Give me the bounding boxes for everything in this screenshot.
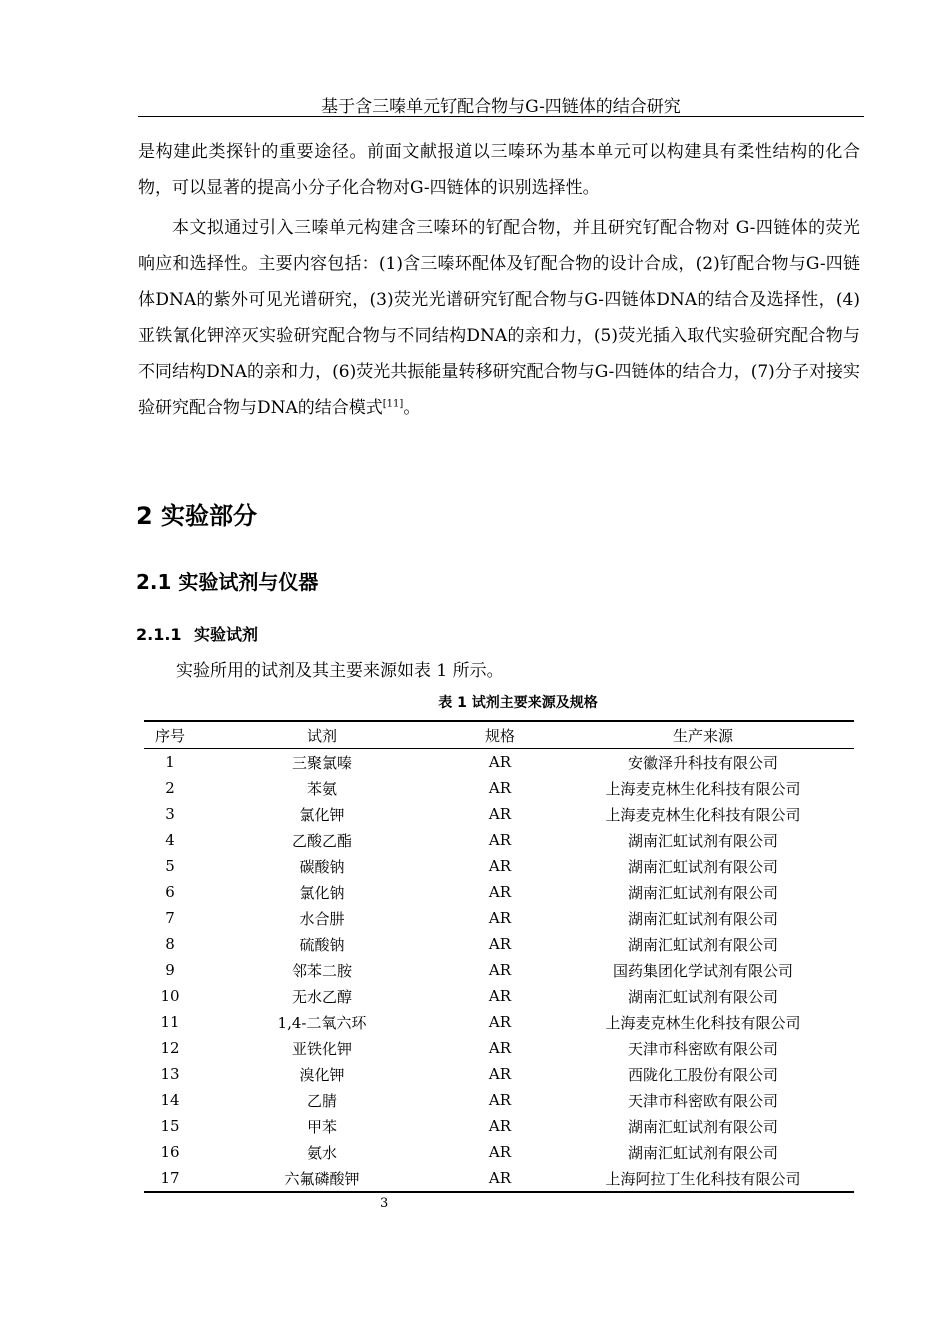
cell-no: 9: [165, 961, 175, 979]
cell-reagent: 邻苯二胺: [291, 961, 352, 980]
header-reagent: 试剂: [306, 726, 337, 745]
cell-reagent: 乙酸乙酯: [291, 831, 352, 850]
cell-source: 天津市科密欧有限公司: [627, 1039, 778, 1058]
table-caption: 表 1 试剂主要来源及规格: [438, 695, 598, 711]
table-row: [144, 905, 854, 931]
subsubsection-heading: [136, 622, 258, 645]
table-row: [144, 1035, 854, 1061]
paragraph-2-text: 本文拟通过引入三嗪单元构建含三嗪环的钌配合物，并且研究钌配合物对 G-四链体的荧光响应和选择性。主要内容包括：(1)含三嗪环配体及钌配合物的设计合成，(2)钌配合物与G-四链体DNA的紫外可见光谱研究，(3)荧光光谱研究钌配合物与G-四链体DNA的结合及选择性，(4)亚铁氰化钾淬灭实验研究配合物与不同结构DNA的亲和力，(5)荧光插入取代实验研究配合物与不同结构DNA的亲和力，(6)荧光共振能量转移研究配合物与G-四链体的结合力，(7)分子对接实验研究配合物与DNA的结合模式: [138, 218, 860, 418]
table-row: [144, 1061, 854, 1087]
table-row: [144, 801, 854, 827]
table-row: [144, 827, 854, 853]
cell-reagent: 氨水: [306, 1143, 337, 1162]
reagents-table: [144, 720, 854, 1193]
cell-reagent: 六氟磷酸钾: [284, 1169, 360, 1188]
cell-no: 14: [160, 1091, 180, 1109]
cell-spec: AR: [488, 753, 512, 771]
cell-spec: AR: [488, 1117, 512, 1135]
cell-source: 湖南汇虹试剂有限公司: [627, 883, 778, 902]
section-heading: 2 实验部分: [136, 502, 258, 530]
cell-no: 6: [165, 883, 175, 901]
table-row: [144, 879, 854, 905]
cell-no: 16: [160, 1143, 180, 1161]
cell-source: 湖南汇虹试剂有限公司: [627, 831, 778, 850]
cell-reagent: 氯化钾: [299, 805, 345, 824]
cell-no: 17: [160, 1169, 180, 1187]
cell-reagent: 水合肼: [299, 909, 345, 928]
cell-source: 湖南汇虹试剂有限公司: [627, 909, 778, 928]
cell-source: 国药集团化学试剂有限公司: [612, 961, 793, 980]
cell-no: 11: [160, 1013, 180, 1031]
cell-spec: AR: [488, 1091, 512, 1109]
paragraph-1: 是构建此类探针的重要途径。前面文献报道以三嗪环为基本单元可以构建具有柔性结构的化合物，可以显著的提高小分子化合物对G-四链体的识别选择性。: [138, 142, 860, 198]
table-row: [144, 1165, 854, 1192]
cell-no: 1: [165, 753, 175, 771]
cell-source: 湖南汇虹试剂有限公司: [627, 1117, 778, 1136]
cell-source: 湖南汇虹试剂有限公司: [627, 935, 778, 954]
cell-reagent: 苯氨: [306, 779, 337, 798]
cell-reagent: 1,4-二氧六环: [277, 1013, 367, 1032]
cell-reagent: 碳酸钠: [299, 857, 345, 876]
cell-spec: AR: [488, 857, 512, 875]
cell-no: 8: [165, 935, 175, 953]
cell-no: 13: [160, 1065, 180, 1083]
cell-no: 10: [160, 987, 180, 1005]
cell-source: 上海麦克林生化科技有限公司: [605, 779, 801, 798]
running-header-title: 基于含三嗪单元钌配合物与G-四链体的结合研究: [321, 97, 681, 117]
cell-no: 12: [160, 1039, 180, 1057]
cell-no: 15: [160, 1117, 180, 1135]
reagents-table-body: [144, 749, 854, 1193]
table-row: [144, 957, 854, 983]
cell-source: 上海麦克林生化科技有限公司: [605, 805, 801, 824]
cell-no: 3: [165, 805, 175, 823]
subsection-heading: 2.1 实验试剂与仪器: [136, 570, 319, 594]
table-row: [144, 931, 854, 957]
cell-reagent: 三聚氯嗪: [291, 753, 352, 772]
cell-spec: AR: [488, 935, 512, 953]
table-row: [144, 1009, 854, 1035]
cell-no: 4: [165, 831, 175, 849]
cell-reagent: 溴化钾: [299, 1065, 345, 1084]
cell-spec: AR: [488, 831, 512, 849]
cell-spec: AR: [488, 883, 512, 901]
paragraph-2-end: 。: [403, 398, 421, 418]
table-row: [144, 1113, 854, 1139]
header-source: 生产来源: [672, 726, 733, 745]
subsubsection-number: 2.1.1: [136, 625, 182, 644]
cell-spec: AR: [488, 909, 512, 927]
table-row: [144, 1087, 854, 1113]
cell-spec: AR: [488, 961, 512, 979]
header-rule: [138, 116, 864, 117]
cell-source: 西陇化工股份有限公司: [627, 1065, 778, 1084]
cell-source: 安徽泽升科技有限公司: [627, 753, 778, 772]
cell-source: 天津市科密欧有限公司: [627, 1091, 778, 1110]
cell-source: 湖南汇虹试剂有限公司: [627, 857, 778, 876]
cell-source: 湖南汇虹试剂有限公司: [627, 1143, 778, 1162]
cell-source: 上海阿拉丁生化科技有限公司: [605, 1169, 801, 1188]
page-number: 3: [380, 1196, 389, 1211]
cell-reagent: 氯化钠: [299, 883, 345, 902]
header-spec: 规格: [484, 726, 515, 745]
citation-11[interactable]: [11]: [382, 398, 404, 410]
cell-spec: AR: [488, 1143, 512, 1161]
cell-spec: AR: [488, 779, 512, 797]
cell-source: 上海麦克林生化科技有限公司: [605, 1013, 801, 1032]
cell-reagent: 甲苯: [306, 1117, 337, 1136]
cell-reagent: 乙腈: [306, 1091, 337, 1110]
paragraph-2: [138, 210, 860, 426]
cell-spec: AR: [488, 1013, 512, 1031]
cell-spec: AR: [488, 1169, 512, 1187]
cell-spec: AR: [488, 1065, 512, 1083]
table-row: [144, 853, 854, 879]
cell-spec: AR: [488, 987, 512, 1005]
cell-spec: AR: [488, 1039, 512, 1057]
table-header-row: [144, 721, 854, 749]
table-intro-text: 实验所用的试剂及其主要来源如表 1 所示。: [176, 661, 504, 681]
table-row: [144, 775, 854, 801]
cell-no: 5: [165, 857, 175, 875]
cell-reagent: 亚铁化钾: [291, 1039, 352, 1058]
table-row: [144, 749, 854, 776]
cell-reagent: 硫酸钠: [299, 935, 345, 954]
subsubsection-title: 实验试剂: [194, 625, 259, 644]
table-row: [144, 1139, 854, 1165]
cell-spec: AR: [488, 805, 512, 823]
table-row: [144, 983, 854, 1009]
cell-source: 湖南汇虹试剂有限公司: [627, 987, 778, 1006]
header-no: 序号: [154, 726, 185, 745]
cell-no: 7: [165, 909, 175, 927]
cell-reagent: 无水乙醇: [291, 987, 352, 1006]
cell-no: 2: [165, 779, 175, 797]
